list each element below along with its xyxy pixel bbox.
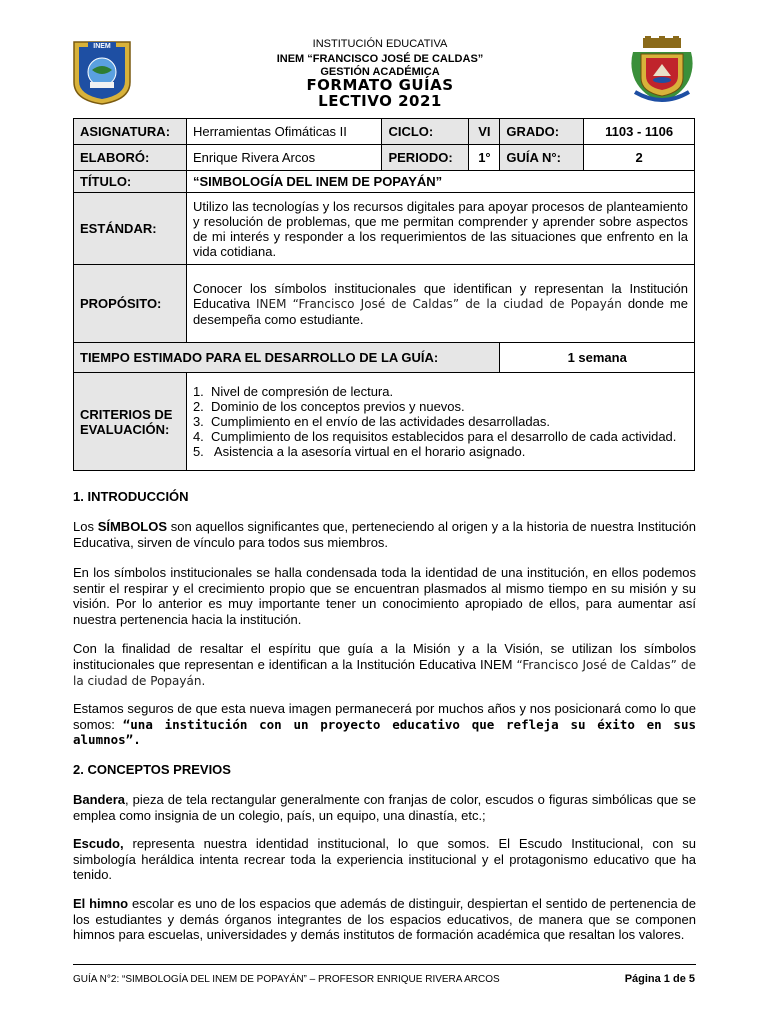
guia-value: 2	[584, 145, 695, 171]
criterio-item: 5. Asistencia a la asesoría virtual en el horario asignado.	[192, 444, 526, 459]
header-institution: INSTITUCIÓN EDUCATIVA	[312, 38, 448, 50]
header-year: LECTIVO 2021	[318, 92, 442, 110]
header-format: FORMATO GUÍAS	[306, 76, 454, 94]
conceptos-heading: 2. CONCEPTOS PREVIOS	[73, 762, 231, 777]
himno-text: escolar es uno de los espacios que además de distinguir, despiertan el sentido de pertenencia de los estudiantes y demás órganos integrantes de los espacios educativos, de manera que se componen himnos para escuelas, universidades y demás institutos de formación académica que resaltan los valores.	[73, 896, 696, 942]
titulo-label: TÍTULO:	[74, 171, 187, 193]
proposito-text-c: donde me desempeña como estudiante.	[192, 295, 688, 327]
ciclo-value: VI	[469, 119, 500, 145]
himno-paragraph	[73, 896, 696, 943]
intro-paragraph-3	[73, 641, 696, 690]
inem-logo	[70, 38, 134, 106]
asignatura-label: ASIGNATURA:	[74, 119, 187, 145]
intro-paragraph-4	[73, 701, 696, 748]
intro-p1-post: son aquellos significantes que, perteneciendo al origen y a la historia de nuestra Institución Educativa, sirven de vínculo para todos sus miembros.	[73, 519, 696, 550]
guia-label: GUÍA N°:	[500, 145, 584, 171]
footer-guide-title: GUÍA N°2: “SIMBOLOGÍA DEL INEM DE POPAYÁN” – PROFESOR ENRIQUE RIVERA ARCOS	[73, 974, 500, 985]
criterio-item: 3. Cumplimiento en el envío de las actividades desarrolladas.	[192, 414, 550, 429]
titulo-value: “SIMBOLOGÍA DEL INEM DE POPAYÁN”	[186, 171, 694, 193]
elaboro-label: ELABORÓ:	[74, 145, 187, 171]
intro-p1-pre: Los	[73, 519, 94, 534]
bandera-text: , pieza de tela rectangular generalmente con franjas de color, escudos o figuras simbólicas que se emplea como insignia de un colegio, país, un equipo, una dinastía, etc.;	[73, 792, 696, 823]
escudo-paragraph	[73, 836, 696, 883]
ciclo-label: CICLO:	[382, 119, 469, 145]
periodo-label: PERIODO:	[382, 145, 469, 171]
bandera-term: Bandera	[73, 792, 126, 807]
criterios-label: CRITERIOS DE EVALUACIÓN:	[74, 373, 187, 471]
footer-page-number: Página 1 de 5	[624, 973, 695, 985]
intro-paragraph-1	[73, 519, 696, 550]
popayan-crest	[629, 36, 695, 106]
guide-info-table	[73, 118, 695, 471]
estandar-value: Utilizo las tecnologías y los recursos digitales para apoyar procesos de planteamiento y resolución de problemas, que me permitan comprender y aprender sobre aspectos de mi interés y responder a los requerimientos de las situaciones que enfrento en la vida cotidiana.	[186, 193, 694, 265]
intro-p4-a: Estamos seguros de que esta nueva imagen permanecerá por muchos años y nos posicionará como lo que somos:	[73, 701, 696, 732]
escudo-text: representa nuestra identidad institucional, lo que somos. El Escudo Institucional, con su simbología heráldica intenta recrear toda la experiencia institucional y el protagonismo educativo que ha tenido.	[73, 836, 696, 882]
inem-logo-text: INEM	[93, 43, 111, 50]
criterios-list	[193, 384, 688, 459]
proposito-label: PROPÓSITO:	[74, 265, 187, 343]
tiempo-label: TIEMPO ESTIMADO PARA EL DESARROLLO DE LA GUÍA:	[74, 343, 500, 373]
criterios-list-cell	[186, 373, 694, 471]
tiempo-value: 1 semana	[500, 343, 695, 373]
grado-value: 1103 - 1106	[584, 119, 695, 145]
header-school-name: INEM “FRANCISCO JOSÉ DE CALDAS”	[276, 53, 484, 65]
footer-divider	[73, 964, 696, 965]
proposito-text-b: INEM “Francisco José de Caldas” de la ciudad de Popayán	[256, 296, 622, 311]
proposito-value	[186, 265, 694, 343]
intro-p1-bold: SÍMBOLOS	[97, 519, 168, 534]
intro-paragraph-2: En los símbolos institucionales se halla condensada toda la identidad de una institución, en ellos podemos sentir el respirar y el crecimiento propio que se encuentran plasmados al mismo tiempo en su misión y su visión. Por lo anterior es muy importante tener un conocimiento apropiado de ellos, para aumentar así nuestra pertenencia hacia la institución.	[73, 565, 696, 627]
escudo-term: Escudo,	[73, 836, 124, 851]
header-management: GESTIÓN ACADÉMICA	[320, 66, 440, 78]
himno-term: El himno	[73, 896, 129, 911]
estandar-label: ESTÁNDAR:	[74, 193, 187, 265]
criterio-item: 4. Cumplimiento de los requisitos establecidos para el desarrollo de cada actividad.	[192, 429, 677, 444]
proposito-text-a: Conocer los símbolos institucionales que identifican y representan la Institución Educativa	[192, 280, 688, 311]
asignatura-value: Herramientas Ofimáticas II	[186, 119, 382, 145]
criterio-item: 1. Nivel de compresión de lectura.	[192, 384, 394, 399]
periodo-value: 1°	[469, 145, 500, 171]
bandera-paragraph	[73, 792, 696, 823]
intro-p3-b: “Francisco José de Caldas” de la ciudad de Popayán.	[73, 657, 696, 688]
criterio-item: 2. Dominio de los conceptos previos y nuevos.	[192, 399, 465, 414]
grado-label: GRADO:	[500, 119, 584, 145]
elaboro-value: Enrique Rivera Arcos	[186, 145, 382, 171]
intro-p4-b: “una institución con un proyecto educativo que refleja su éxito en sus alumnos”.	[73, 716, 696, 747]
intro-p3-a: Con la finalidad de resaltar el espíritu que guía a la Misión y a la Visión, se utilizan los símbolos institucionales que representan e identifican a la Institución Educativa INEM	[73, 641, 696, 672]
intro-heading: 1. INTRODUCCIÓN	[73, 489, 189, 504]
